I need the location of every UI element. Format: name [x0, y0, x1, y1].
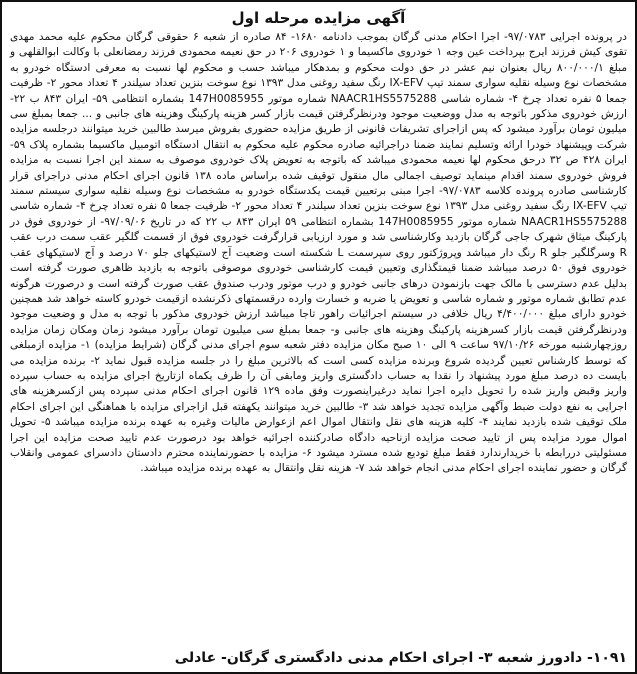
notice-title: آگهی مزایده مرحله اول [231, 9, 406, 27]
notice-signature: ۱۰۹۱- دادورز شعبه ۳- اجرای احکام مدنی دادگستری گرگان- عادلی [174, 650, 627, 666]
notice-body: در پرونده اجرایی ۹۷/۰۷۸۳- اجرا احکام مدنی گرگان بموجب دادنامه ۱۶۸۰- ۸۴ صادره از شعبه ۶ حقوقی گرگان محکوم علیه محمد مهدی تقوی کیش فرزند ایرج بپرداخت عین وجه ۱ خودروی ماکسیما و ۱ خودروی ۲۰۶ در حق نعیمه محمودی فرزند رمضانعلی با وکالت ابوالقلهی و مبلغ ۸۰۰/۰۰۰/۱ ریال بعنوان نیم عشر در حق دولت محکوم و بمدهکار میباشد حسب و محکوم لها نسبت به معرفی ادستگاه خودرو به مشخصات نوع وسیله نقلیه سواری سمند تیپ IX-EFV رنگ سفید روغنی مدل ۱۳۹۳ نوع سوخت بنزین تعداد سیلندر ۴ تعداد محور ۲- ظرفیت جمعا ۵ نفره تعداد چرخ ۴- شماره شاسی NAACR1HS5575288 شماره موتور 147H0085955 بشماره انتظامی ۵۹- ایران ۸۴۳ ب ۲۲- ارزش خودروی مذکور باتوجه به مدل ووضعیت موجود ودرنظرگرفتن قیمت بازار کسر هزینه پارکینگ وهزینه های جانبی و ... جمعا بمبلغ سی میلیون تومان برآورد میشود که پس ازاجرای تشریفات قانونی از طریق مزایده حضوری بفروش میرسد طالبین خرید میتوانند درجلسه مزایده شرکت وپیشنهاد خودرا ارائه وتسلیم نمایند ضمنا دراجرائیه صادره محکوم علیه محکوم به انتقال ادستگاه اتومبیل ماکسیما بشماره پلاک ۵۹- ایران ۴۲۸ ص ۳۲ درحق محکوم لها نعیمه محمودی میباشد که باتوجه به تعویض پلاک خودروی موصوف به سمند این اجرا نسبت به مزایده فروش خودروی سمند اقدام مینماید توصیف اجمالی مال منقول توقیف شده براساس ماده ۱۳۸ قانون اجرای احکام مدنی دراجرای قرار کارشناسی صادره پرونده کلاسه ۹۷/۰۷۸۳- اجرا مبنی برتعیین قیمت یکدستگاه خودرو به مشخصات نوع وسیله نقلیه سواری سیستم سمند تیپ IX-EFV رنگ سفید روغنی مدل ۱۳۹۳ نوع سوخت بنزین تعداد سیلندر ۴ تعداد محور ۲- ظرفیت جمعا ۵ نفره تعداد چرخ ۴- شماره شاسی NAACR1HS5575288 شماره موتور 147H0085955 بشماره انتظامی ۵۹ ایران ۸۴۳ ب ۲۲ که در تاریخ ۹۷/۰۹/۰۶- از خودروی فوق در پارکینگ میثاق شهرک جاجی گرگان بازدید وکارشناسی شد و مورد ارزیابی قرارگرفت خودروی فوق از قسمت گلگیر عقب سمت درب عقب R وسرگلگیر جلو R رنگ دار میباشد وپروژکتور روی سپرسمت L شکسته است وضعیت آج لاستیکهای جلو ۷۰ درصد و آج لاستیکهای عقب خودروی فوق ۵۰ درصد میباشد ضمنا قیمتگذاری وتعیین قیمت کارشناسی خودروی موصوفی باتوجه به بازدید ظاهری صورت گرفته است بدلیل عدم دسترسی با مالک جهت بازنمودن درهای جانبی خودرو و درب موتور ودرب صندوق عقب صورت گرفته است و درصورت هرگونه عدم تطابق شماره موتور و شماره شاسی و تعویض یا ضربه و خسارت وارده درقسمتهای ذکرنشده ازقیمت خودرو کاسته خواهد شد همچنین خودرو دارای مبلغ ۴/۴۰۰/۰۰۰ ریال خلافی در سیستم اجرائیات راهور تاجا میباشد ارزش خودروی مذکور با توجه به مدل و وضعیت موجود ودرنظرگرفتن قیمت بازار کسرهزینه پارکینگ وهزینه های جانبی و- جمعا بمبلغ سی میلیون تومان برآورد میشود زمان ومکان زمان مزایده روزچهارشنبه مورخه ۹۷/۱۰/۲۶ ساعت ۹ الی ۱۰ صبح مکان مزایده دفتر شعبه سوم اجرای مدنی گرگان (شرایط مزایده) ۱- مزایده ازمبلغی که توسط کارشناس تعیین گردیده شروع وبرنده مزایده کسی است که بالاترین مبلغ را در جلسه مزایده قبول نماید ۲- برنده مزایده می بایست ده درصد مبلغ مورد پیشنهاد را نقدا به حساب دادگستری واریز ومابقی آن را ظرف یکماه ازتاریخ اجرای مزایده به حساب سپرده واریز وقبض واریز شده را تحویل دایره اجرا نماید درغیراینصورت وفق ماده ۱۲۹ قانون اجرای احکام مدنی سپرده پس ازکسرهزینه های اجرایی به نفع دولت ضبط وآگهی مزایده تجدید خواهد شد ۳- طالبین خرید میتوانند یکهفته قبل ازاجرای مزایده با هماهنگی این اجرای احکام ملک توقیف شده بازدید نمایند ۴- کلیه هزینه های نقل وانتقال اموال اعم ازعوارض مالیات وغیره به عهده برنده مزایده میباشد ۵- تحویل اموال مورد مزایده پس از تایید صحت مزایده ازناحیه دادگاه صادرکننده اجرائیه خواهد بود درصورت عدم تایید صحت مزایده این اجرا مسئولیتی دررابطه با خریدارندارد فقط مبلغ تودیع شده مسترد میشود ۶- مزایده با حضورنماینده محترم دادستان دادسرای عمومی وانقلاب گرگان و حضور نماینده اجرای احکام مدنی انجام خواهد شد ۷- هزینه نقل وانتقال به عهده برنده مزایده میباشد. [10, 31, 628, 475]
